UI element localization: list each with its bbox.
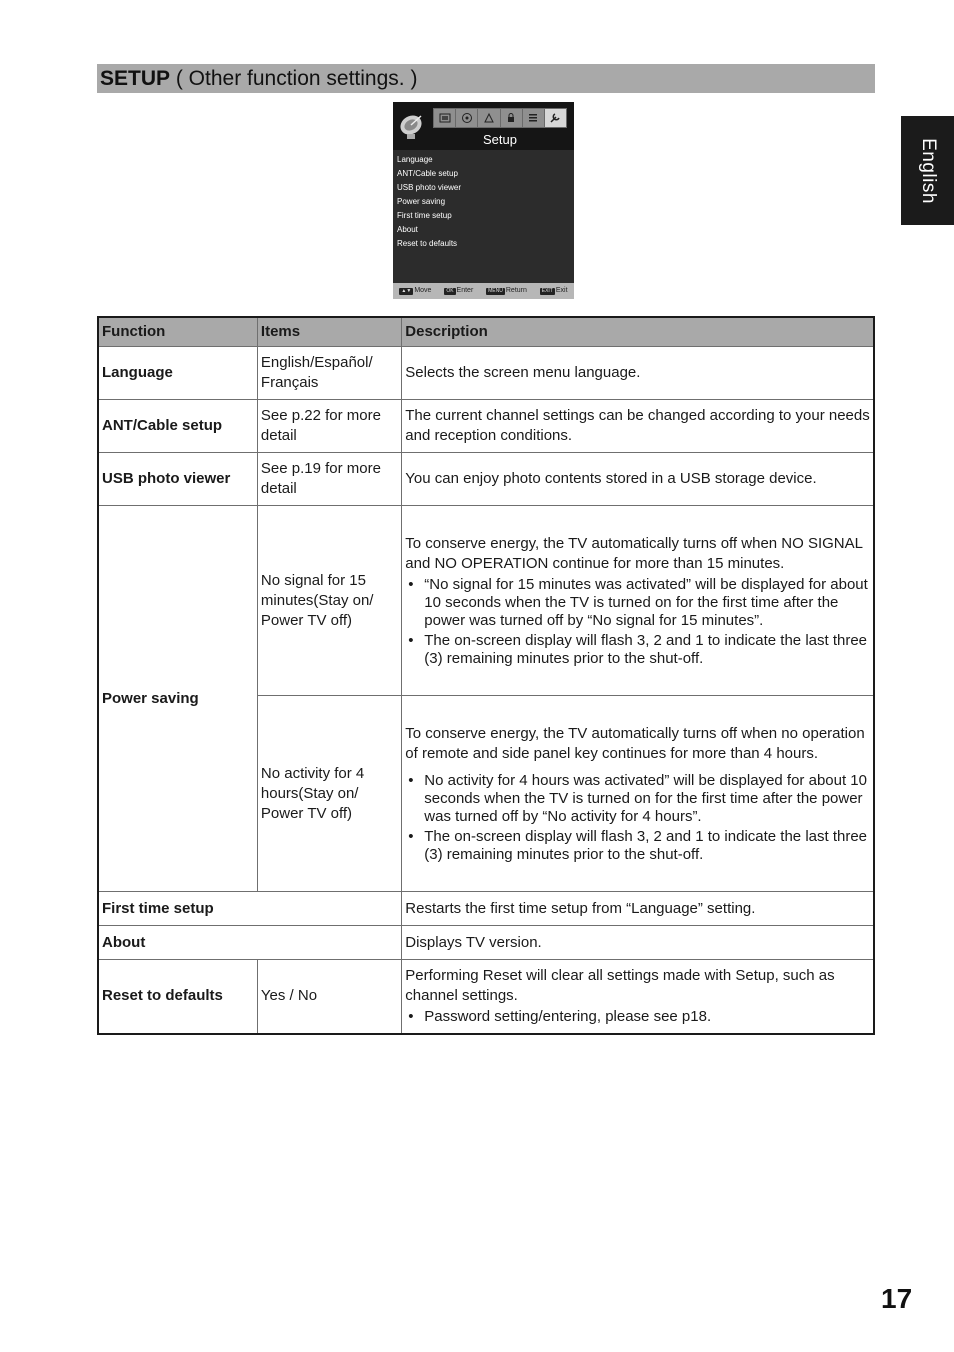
arrow-keys-icon: ▲▼ xyxy=(401,288,412,294)
list-item: • The on-screen display will flash 3, 2 and 1 to indicate the last three (3) remaining minutes prior to the shut-off. xyxy=(405,632,871,668)
table-row xyxy=(98,453,874,506)
function-reset: Reset to defaults xyxy=(98,960,257,1034)
list-icon xyxy=(523,109,544,127)
description-about: Displays TV version. xyxy=(402,926,874,960)
no-activity-text: To conserve energy, the TV automatically turns off when no operation of remote and side panel key continues for more than 4 hours. xyxy=(405,724,865,762)
function-power-saving: Power saving xyxy=(98,506,257,892)
setup-icon xyxy=(545,109,566,127)
function-about: About xyxy=(98,926,402,960)
items-language: English/Español/ Français xyxy=(257,347,401,400)
description-no-activity xyxy=(402,696,874,892)
osd-setup-menu-screenshot xyxy=(393,102,574,299)
section-title-bold: SETUP xyxy=(100,67,171,90)
no-signal-bullets xyxy=(405,576,871,668)
table-row xyxy=(98,506,874,696)
list-item: • The on-screen display will flash 3, 2 and 1 to indicate the last three (3) remaining minutes prior to the shut-off. xyxy=(405,828,871,864)
osd-menu-item: Power saving xyxy=(397,197,446,206)
table-row xyxy=(98,400,874,453)
side-tab-label: English xyxy=(917,137,939,204)
description-reset xyxy=(402,960,874,1034)
function-first-time-setup: First time setup xyxy=(98,892,402,926)
osd-header xyxy=(393,102,574,150)
page-number: 17 xyxy=(881,1283,913,1314)
exit-key-icon: EXIT xyxy=(541,288,553,294)
no-activity-bullets xyxy=(405,772,871,864)
section-title xyxy=(97,64,875,93)
function-ant-cable: ANT/Cable setup xyxy=(98,400,257,453)
description-no-signal xyxy=(402,506,874,696)
osd-footer xyxy=(393,283,574,299)
description-usb: You can enjoy photo contents stored in a USB storage device. xyxy=(402,453,874,506)
list-item: • Password setting/entering, please see p18. xyxy=(405,1008,871,1026)
description-first-time-setup: Restarts the first time setup from “Language” setting. xyxy=(402,892,874,926)
osd-hint-return: MENU Return xyxy=(488,287,527,294)
osd-menu-item: First time setup xyxy=(397,211,452,220)
language-side-tab xyxy=(901,116,954,225)
section-title-rest: ( Other function settings. ) xyxy=(170,67,418,90)
table-row xyxy=(98,926,874,960)
ok-key-icon: OK xyxy=(446,288,454,294)
reset-bullets xyxy=(405,1008,871,1026)
sound-icon xyxy=(456,109,477,127)
osd-hint-enter: OK Enter xyxy=(446,287,474,294)
description-language: Selects the screen menu language. xyxy=(402,347,874,400)
osd-menu-list xyxy=(397,153,461,251)
picture-icon xyxy=(434,109,455,127)
reset-text: Performing Reset will clear all settings made with Setup, such as channel settings. xyxy=(405,967,835,1005)
no-signal-text: To conserve energy, the TV automatically turns off when NO SIGNAL and NO OPERATION continue for more than 15 minutes. xyxy=(405,534,863,572)
osd-hint-exit: EXIT Exit xyxy=(541,287,568,294)
items-no-activity: No activity for 4 hours(Stay on/ Power TV off) xyxy=(257,696,401,892)
table-header-row xyxy=(98,317,874,347)
osd-menu-item: ANT/Cable setup xyxy=(397,169,458,178)
table-row xyxy=(98,892,874,926)
table-row xyxy=(98,960,874,1034)
list-item: • “No signal for 15 minutes was activated” will be displayed for about 10 seconds when the TV is turned on for the first time after the power was turned off by “No signal for 15 minutes”. xyxy=(405,576,871,630)
items-ant-cable: See p.22 for more detail xyxy=(257,400,401,453)
osd-menu-item: USB photo viewer xyxy=(397,183,462,192)
list-item: • No activity for 4 hours was activated” will be displayed for about 10 seconds when the TV is turned on for the first time after the power was turned off by “No activity for 4 hours”. xyxy=(405,772,871,826)
table-row xyxy=(98,347,874,400)
setup-functions-table xyxy=(97,316,875,1035)
function-usb: USB photo viewer xyxy=(98,453,257,506)
function-language: Language xyxy=(98,347,257,400)
osd-menu-item: Reset to defaults xyxy=(397,239,458,248)
osd-hint-move: ▲▼ Move xyxy=(401,287,432,294)
items-usb: See p.19 for more detail xyxy=(257,453,401,506)
header-items: Items xyxy=(257,317,401,347)
items-reset: Yes / No xyxy=(257,960,401,1034)
lock-icon xyxy=(501,109,522,127)
menu-key-icon: MENU xyxy=(488,288,503,294)
osd-title: Setup xyxy=(483,132,517,147)
header-function: Function xyxy=(98,317,257,347)
osd-menu-item: Language xyxy=(397,155,433,164)
header-description: Description xyxy=(402,317,874,347)
description-ant-cable: The current channel settings can be changed according to your needs and reception conditions. xyxy=(402,400,874,453)
osd-menu-item: About xyxy=(397,225,418,234)
items-no-signal: No signal for 15 minutes(Stay on/ Power TV off) xyxy=(257,506,401,696)
satellite-dish-icon xyxy=(397,110,427,142)
channel-icon xyxy=(478,109,499,127)
osd-icon-strip xyxy=(433,108,567,128)
